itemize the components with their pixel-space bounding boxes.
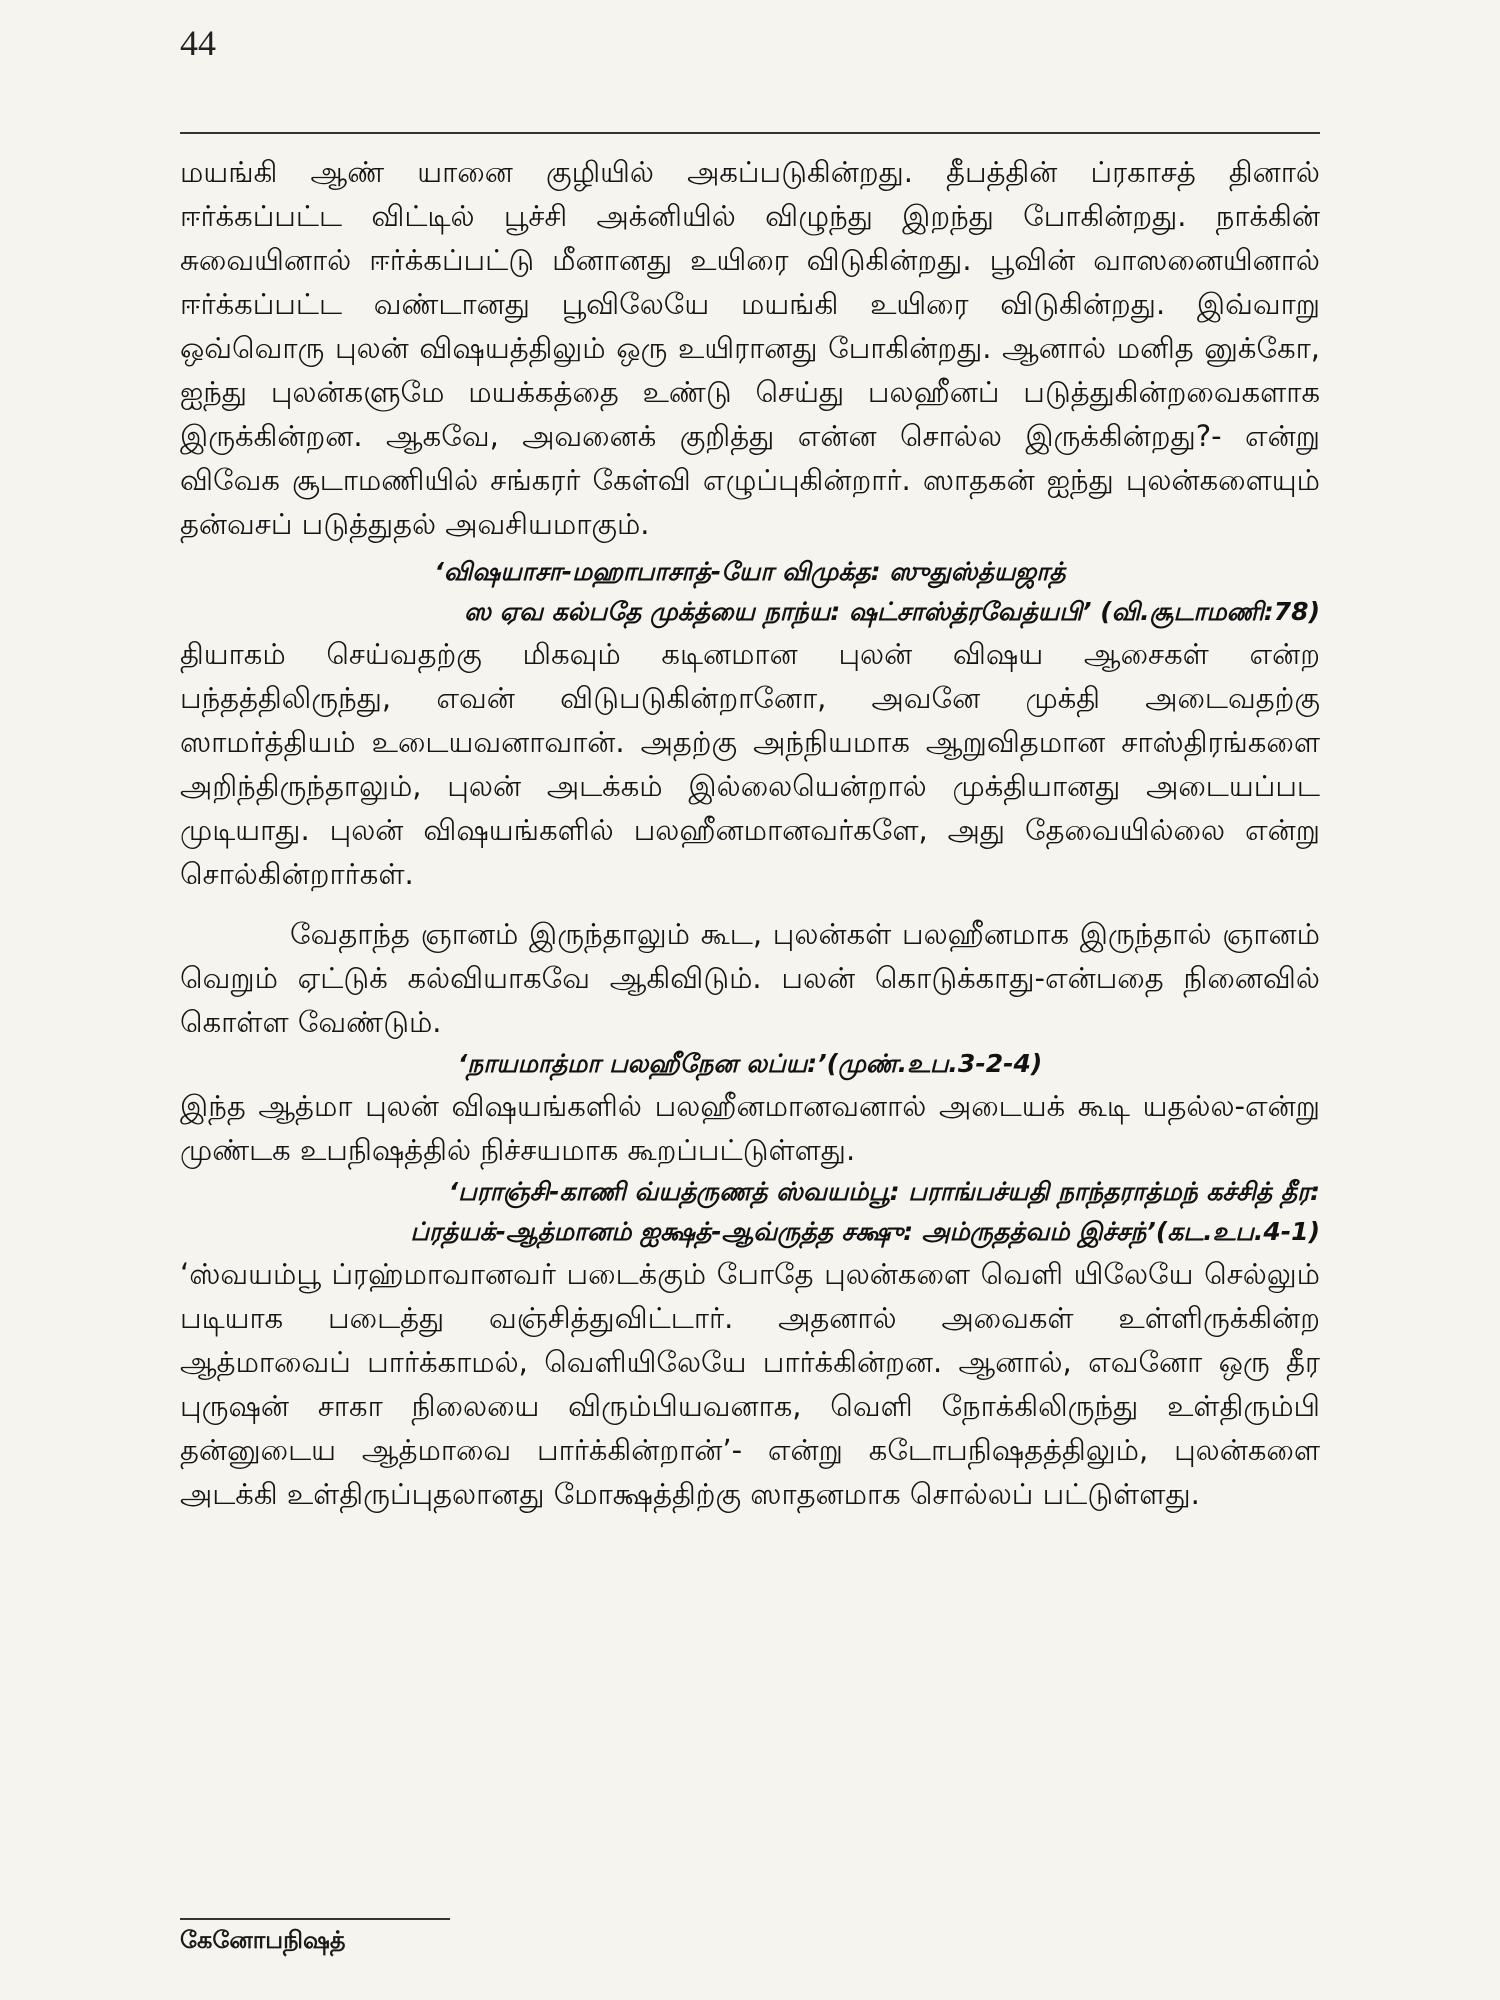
verse-1-line-2 xyxy=(180,592,1320,632)
verse-2-source: (முண்.உப.3-2-4) xyxy=(826,1049,1043,1078)
footer-rule xyxy=(180,1918,450,1920)
verse-3-line-2 xyxy=(180,1212,1320,1252)
header-rule xyxy=(180,132,1320,134)
verse-3-line-2-text: ப்ரத்யக்-ஆத்மானம் ஐக்ஷத்-ஆவ்ருத்த சக்ஷு: அம்ருதத்வம் இச்சந்’ xyxy=(410,1217,1156,1246)
verse-1-source: (வி.சூடாமணி:78) xyxy=(1100,597,1320,626)
verse-1-line-2-text: ஸ ஏவ கல்பதே முக்த்யை நாந்ய: ஷட்சாஸ்த்ரவேத்யபி’ xyxy=(464,597,1092,626)
verse-3-line-1: ‘பராஞ்சி-காணி வ்யத்ருணத் ஸ்வயம்பூ: பராங்பச்யதி நாந்தராத்மந் கச்சித் தீர: xyxy=(448,1177,1320,1206)
page-body xyxy=(180,150,1320,1516)
paragraph-4: இந்த ஆத்மா புலன் விஷயங்களில் பலஹீனமானவனால் அடையக் கூடி யதல்ல-என்று முண்டக உபநிஷத்தில் நிச்சயமாக கூறப்பட்டுள்ளது. xyxy=(180,1089,1320,1167)
verse-2 xyxy=(180,1044,1320,1084)
verse-3-source: (கட.உப.4-1) xyxy=(1155,1217,1320,1246)
paragraph-1: மயங்கி ஆண் யானை குழியில் அகப்படுகின்றது. தீபத்தின் ப்ரகாசத் தினால் ஈர்க்கப்பட்ட விட்டில் பூச்சி அக்னியில் விழுந்து இறந்து போகின்றது. நாக்கின் சுவையினால் ஈர்க்கப்பட்டு மீனானது உயிரை விடுகின்றது. பூவின் வாஸனையினால் ஈர்க்கப்பட்ட வண்டானது பூவிலேயே மயங்கி உயிரை விடுகின்றது. இவ்வாறு ஒவ்வொரு புலன் விஷயத்திலும் ஒரு உயிரானது போகின்றது. ஆனால் மனித னுக்கோ, ஐந்து புலன்களுமே மயக்கத்தை உண்டு செய்து பலஹீனப் படுத்துகின்றவைகளாக இருக்கின்றன. ஆகவே, அவனைக் குறித்து என்ன சொல்ல இருக்கின்றது?- என்று விவேக சூடாமணியில் சங்கரர் கேள்வி எழுப்புகின்றார். ஸாதகன் ஐந்து புலன்களையும் தன்வசப் படுத்துதல் அவசியமாகும். xyxy=(180,155,1320,541)
verse-1-line-1: ‘விஷயாசா-மஹாபாசாத்-யோ விமுக்த: ஸுதுஸ்த்யஜாத் xyxy=(434,557,1066,586)
paragraph-5: ‘ஸ்வயம்பூ ப்ரஹ்மாவானவர் படைக்கும் போதே புலன்களை வெளி யிலேயே செல்லும் படியாக படைத்து வஞ்சித்துவிட்டார். அதனால் அவைகள் உள்ளிருக்கின்ற ஆத்மாவைப் பார்க்காமல், வெளியிலேயே பார்க்கின்றன. ஆனால், எவனோ ஒரு தீர புருஷன் சாகா நிலையை விரும்பியவனாக, வெளி நோக்கிலிருந்து உள்திரும்பி தன்னுடைய ஆத்மாவை பார்க்கின்றான்’- என்று கடோபநிஷதத்திலும், புலன்களை அடக்கி உள்திருப்புதலானது மோக்ஷத்திற்கு ஸாதனமாக சொல்லப் பட்டுள்ளது. xyxy=(180,1257,1320,1511)
book-title: கேனோபநிஷத் xyxy=(180,1926,346,1954)
paragraph-2: தியாகம் செய்வதற்கு மிகவும் கடினமான புலன் விஷய ஆசைகள் என்ற பந்தத்திலிருந்து, எவன் விடுபடுகின்றானோ, அவனே முக்தி அடைவதற்கு ஸாமர்த்தியம் உடையவனாவான். அதற்கு அந்நியமாக ஆறுவிதமான சாஸ்திரங்களை அறிந்திருந்தாலும், புலன் அடக்கம் இல்லையென்றால் முக்தியானது அடையப்பட முடியாது. புலன் விஷயங்களில் பலஹீனமானவர்களே, அது தேவையில்லை என்று சொல்கின்றார்கள். xyxy=(180,637,1320,891)
page-number: 44 xyxy=(180,23,216,63)
paragraph-3: வேதாந்த ஞானம் இருந்தாலும் கூட, புலன்கள் பலஹீனமாக இருந்தால் ஞானம் வெறும் ஏட்டுக் கல்வியாகவே ஆகிவிடும். பலன் கொடுக்காது-என்பதை நினைவில் கொள்ள வேண்டும். xyxy=(180,917,1320,1039)
verse-2-text: ‘நாயமாத்மா பலஹீநேன லப்ய:’ xyxy=(457,1049,827,1078)
